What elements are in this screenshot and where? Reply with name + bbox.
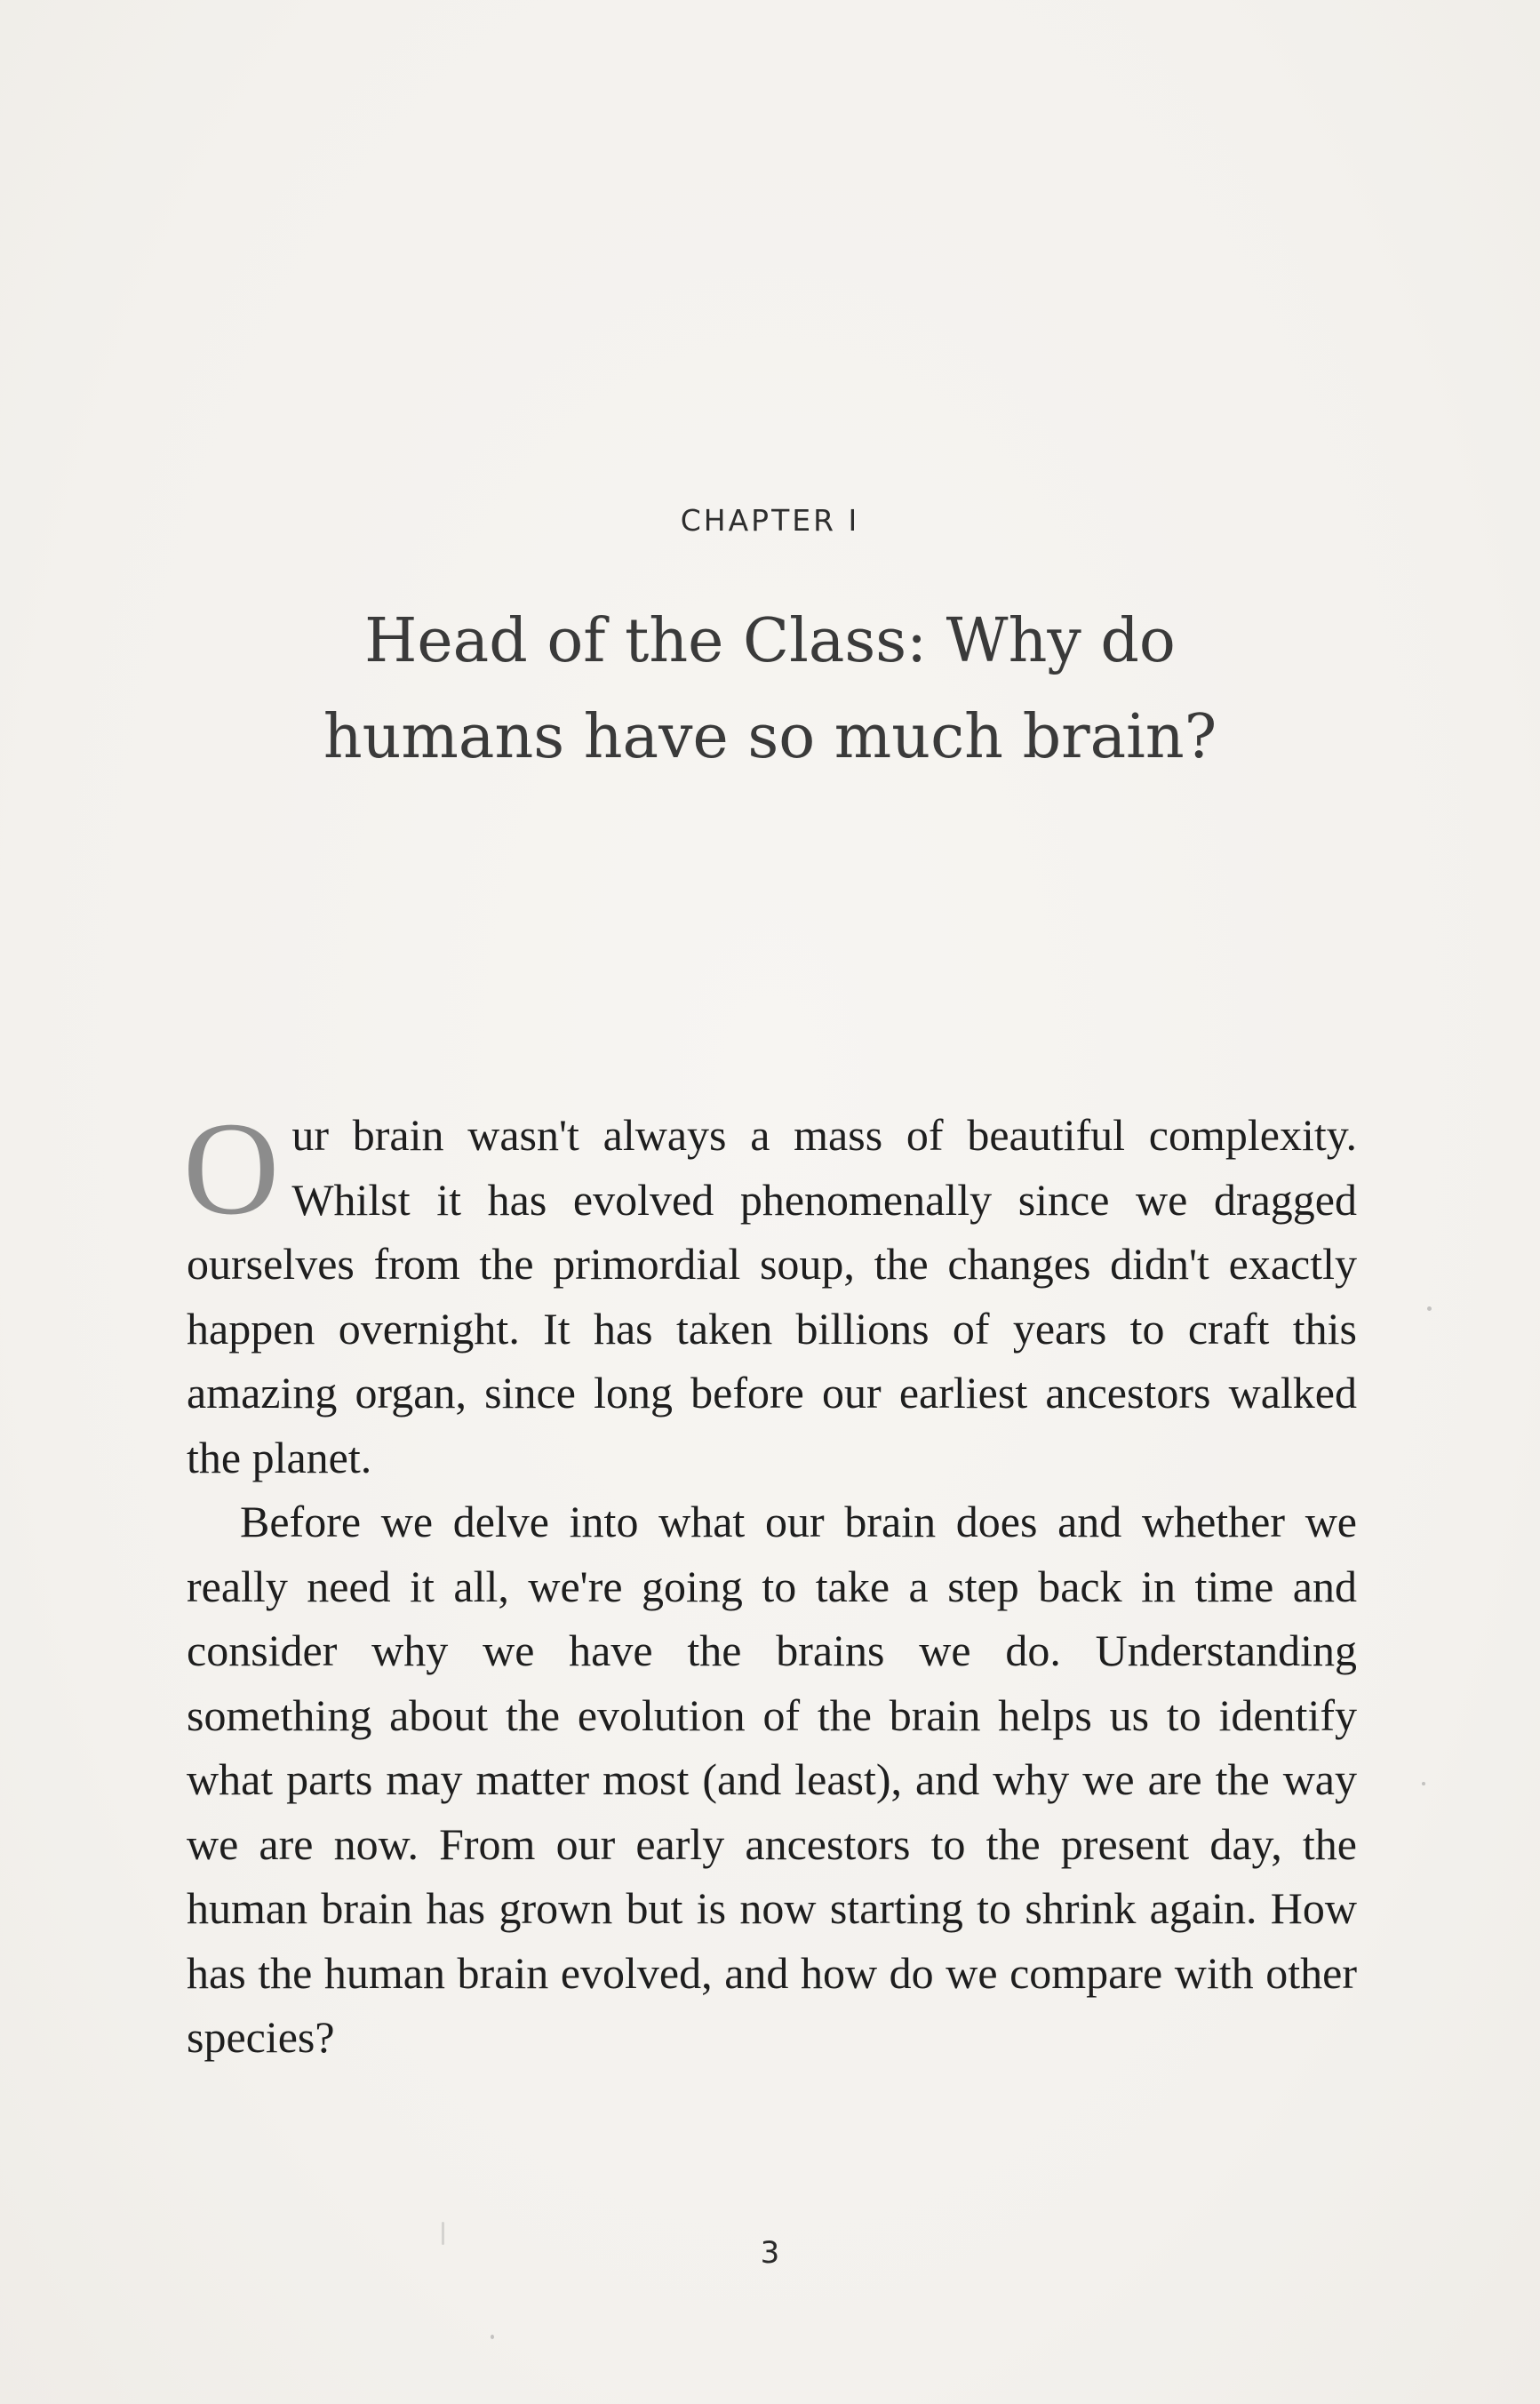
chapter-body: [183, 1095, 1357, 2070]
scan-speck: [1422, 1782, 1425, 1785]
scan-speck: [1427, 1306, 1432, 1311]
scan-speck: [442, 2222, 444, 2245]
page-number: 3: [760, 2235, 780, 2271]
chapter-title-line-1: Head of the Class: Why do: [364, 606, 1176, 676]
chapter-title-line-2: humans have so much brain?: [323, 702, 1217, 772]
paragraph-1-text: ur brain wasn't always a mass of beautiful complexity. Whilst it has evolved phenomenally since we dragged ourselves from the primordial soup, the changes didn't exactly happen overnight. It has taken billions of years to craft this amazing organ, since long before our earliest ancestors walked the planet.: [187, 1110, 1357, 1482]
paragraph-2: Before we delve into what our brain does and whether we really need it all, we're going to take a step back in time and consider why we have the brains we do. Understanding something about the evolution of the brain helps us to identify what parts may matter most (and least), and why we are the way we are now. From our early ancestors to the present day, the human brain has grown but is now starting to shrink again. How has the human brain evolved, and how do we compare with other species?: [187, 1497, 1357, 2062]
paragraph-1: [183, 1095, 1357, 1490]
drop-cap: O: [183, 1095, 280, 1242]
chapter-title: [0, 594, 1540, 786]
chapter-label: CHAPTER I: [680, 503, 860, 538]
scan-speck: [491, 2335, 494, 2339]
